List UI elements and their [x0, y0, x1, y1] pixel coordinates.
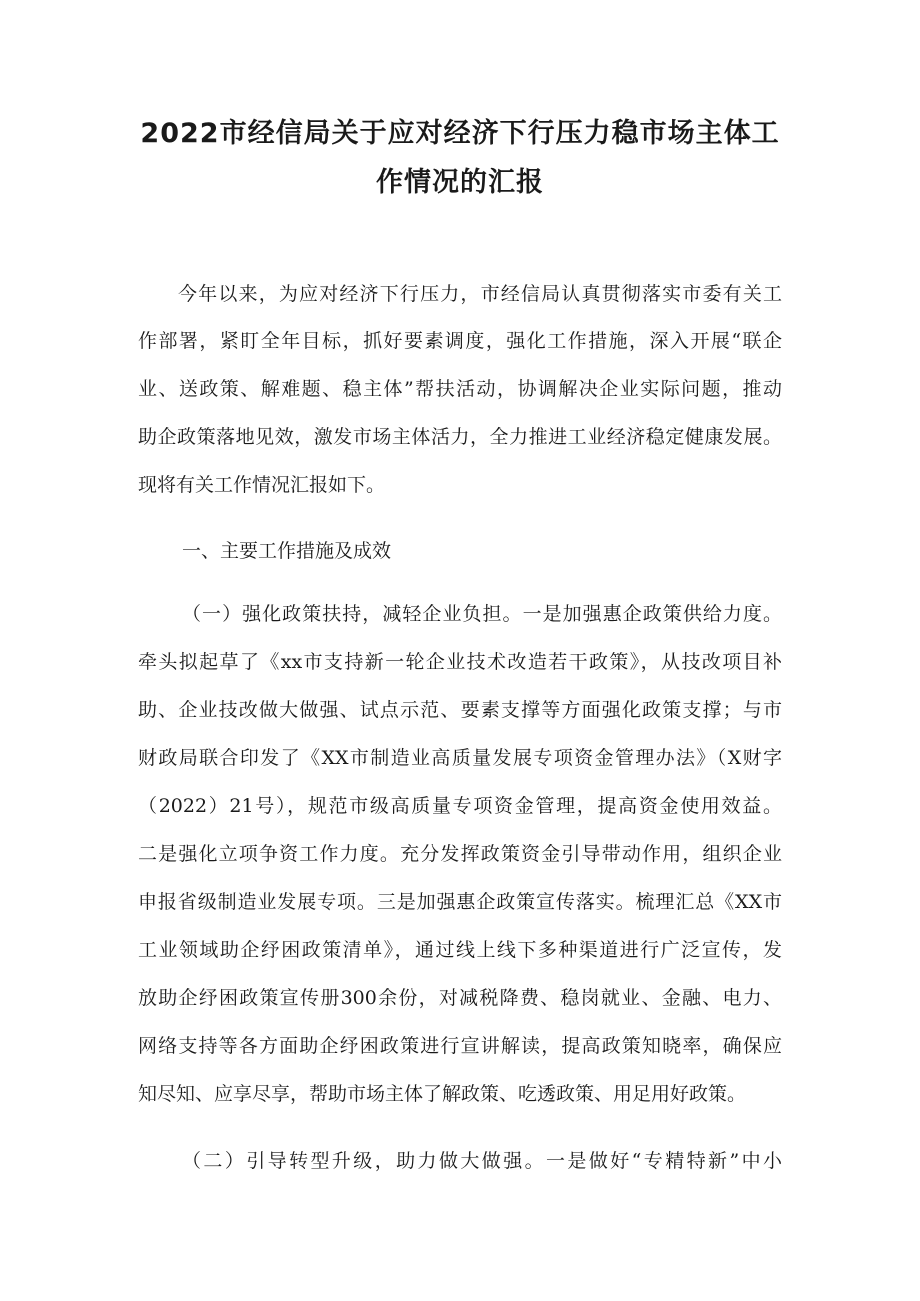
paragraph-line: 牵头拟起草了《xx市支持新一轮企业技术改造若干政策》，从技改项目补: [138, 651, 782, 673]
paragraph-line: 助、企业技改做大做强、试点示范、要素支撑等方面强化政策支撑；与市: [138, 699, 782, 721]
paragraph-line: （二）引导转型升级，助力做大做强。一是做好“专精特新”中小: [182, 1150, 782, 1172]
intro-line: 助企政策落地见效，激发市场主体活力，全力推进工业经济稳定健康发展。: [138, 426, 782, 448]
paragraph-line: 财政局联合印发了《XX市制造业高质量发展专项资金管理办法》（X财字: [138, 747, 782, 769]
document-title-line-2: 作情况的汇报: [376, 167, 544, 198]
intro-line: 今年以来，为应对经济下行压力，市经信局认真贯彻落实市委有关工: [178, 283, 782, 305]
paragraph-line: 知尽知、应享尽享，帮助市场主体了解政策、吃透政策、用足用好政策。: [138, 1083, 747, 1105]
paragraph-line: （2022）21号），规范市级高质量专项资金管理，提高资金使用效益。: [138, 795, 782, 817]
paragraph-line: （一）强化政策扶持，减轻企业负担。一是加强惠企政策供给力度。: [182, 603, 782, 625]
paragraph-line: 放助企纾困政策宣传册300余份，对减税降费、稳岗就业、金融、电力、: [138, 987, 782, 1009]
paragraph-line: 工业领域助企纾困政策清单》，通过线上线下多种渠道进行广泛宣传，发: [138, 939, 782, 961]
intro-line: 业、送政策、解难题、稳主体”帮扶活动，协调解决企业实际问题，推动: [138, 378, 782, 400]
paragraph-line: 申报省级制造业发展专项。三是加强惠企政策宣传落实。梳理汇总《XX市: [138, 891, 782, 913]
paragraph-line: 网络支持等各方面助企纾困政策进行宣讲解读，提高政策知晓率，确保应: [138, 1035, 782, 1057]
paragraph-line: 二是强化立项争资工作力度。充分发挥政策资金引导带动作用，组织企业: [138, 843, 782, 865]
intro-line: 现将有关工作情况汇报如下。: [138, 474, 386, 496]
section-heading: 一、主要工作措施及成效: [182, 540, 392, 562]
document-title-line-1: 2022市经信局关于应对经济下行压力稳市场主体工: [140, 118, 780, 149]
intro-line: 作部署，紧盯全年目标，抓好要素调度，强化工作措施，深入开展“联企: [138, 330, 782, 352]
